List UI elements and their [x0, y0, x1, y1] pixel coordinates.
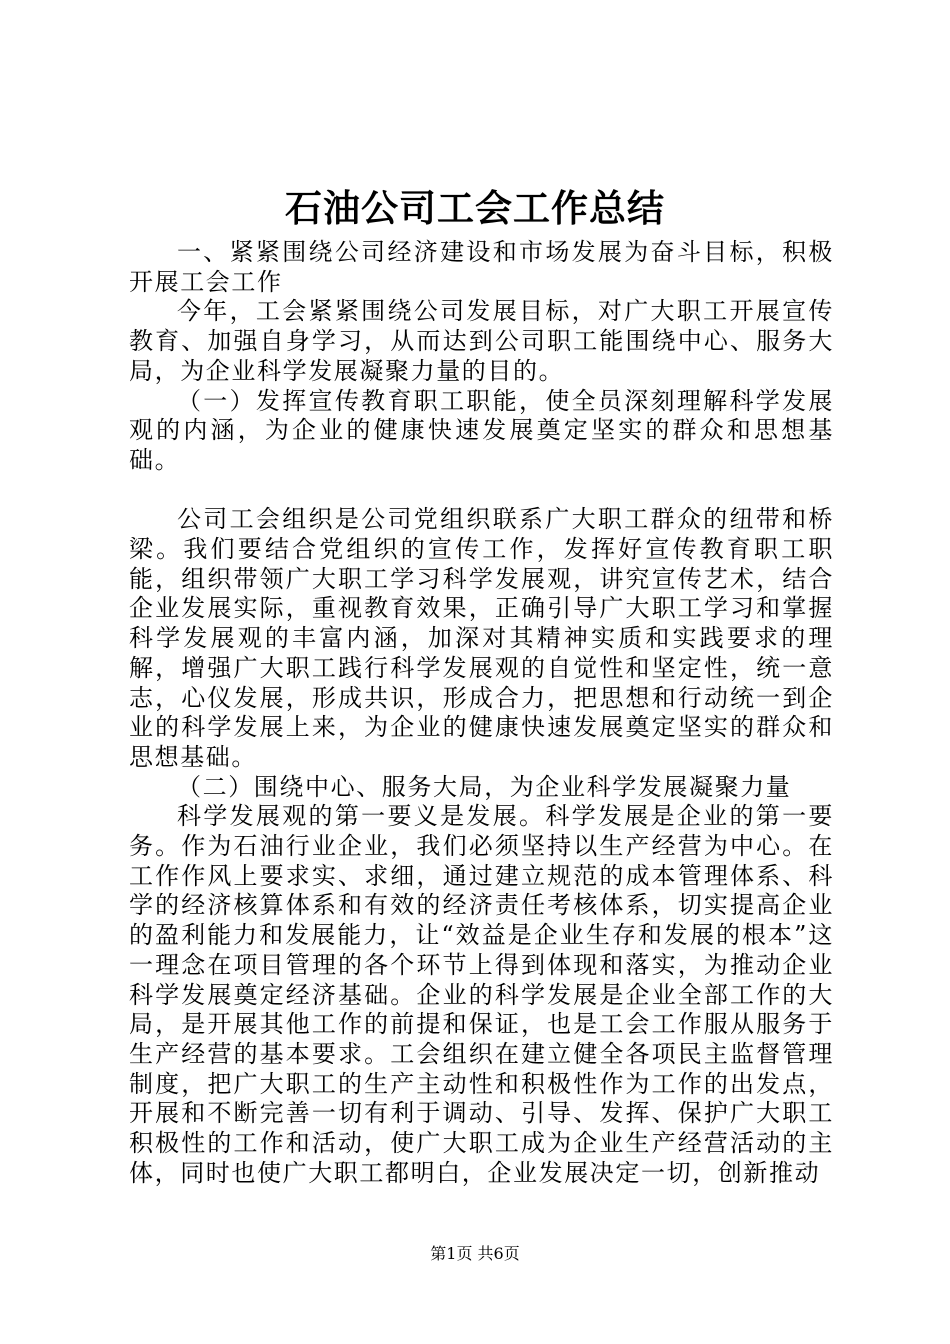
paragraph-intro: 今年，工会紧紧围绕公司发展目标，对广大职工开展宣传教育、加强自身学习，从而达到公司职工能围绕中心、服务大局，为企业科学发展凝聚力量的目的。 — [129, 297, 834, 385]
document-body — [129, 238, 834, 1188]
subsection-heading-2: （二）围绕中心、服务大局，为企业科学发展凝聚力量 — [177, 772, 792, 801]
page-number: 第1页 共6页 — [430, 1244, 520, 1263]
subsection-heading-1: （一）发挥宣传教育职工职能，使全员深刻理解科学发展观的内涵，为企业的健康快速发展奠定坚实的群众和思想基础。 — [129, 386, 834, 474]
section-heading-1: 一、紧紧围绕公司经济建设和市场发展为奋斗目标，积极开展工会工作 — [129, 238, 834, 296]
blank-line — [129, 476, 834, 506]
paragraph-development: 科学发展观的第一要义是发展。科学发展是企业的第一要务。作为石油行业企业，我们必须坚持以生产经营为中心。在工作作风上要求实、求细，通过建立规范的成本管理体系、科学的经济核算体系和有效的经济责任考核体系，切实提高企业的盈利能力和发展能力，让“效益是企业生存和发展的根本”这一理念在项目管理的各个环节上得到体现和落实，为推动企业科学发展奠定经济基础。企业的科学发展是企业全部工作的大局，是开展其他工作的前提和保证，也是工会工作服从服务于生产经营的基本要求。工会组织在建立健全各项民主监督管理制度，把广大职工的生产主动性和积极性作为工作的出发点，开展和不断完善一切有利于调动、引导、发挥、保护广大职工积极性的工作和活动，使广大职工成为企业生产经营活动的主体，同时也使广大职工都明白，企业发展决定一切，创新推动 — [129, 802, 834, 1187]
document-title: 石油公司工会工作总结 — [285, 186, 665, 230]
paragraph-propaganda: 公司工会组织是公司党组织联系广大职工群众的纽带和桥梁。我们要结合党组织的宣传工作，发挥好宣传教育职工职能，组织带领广大职工学习科学发展观，讲究宣传艺术，结合企业发展实际，重视教育效果，正确引导广大职工学习和掌握科学发展观的丰富内涵，加深对其精神实质和实践要求的理解，增强广大职工践行科学发展观的自觉性和坚定性，统一意志，心仪发展，形成共识，形成合力，把思想和行动统一到企业的科学发展上来，为企业的健康快速发展奠定坚实的群众和思想基础。 — [129, 505, 834, 771]
